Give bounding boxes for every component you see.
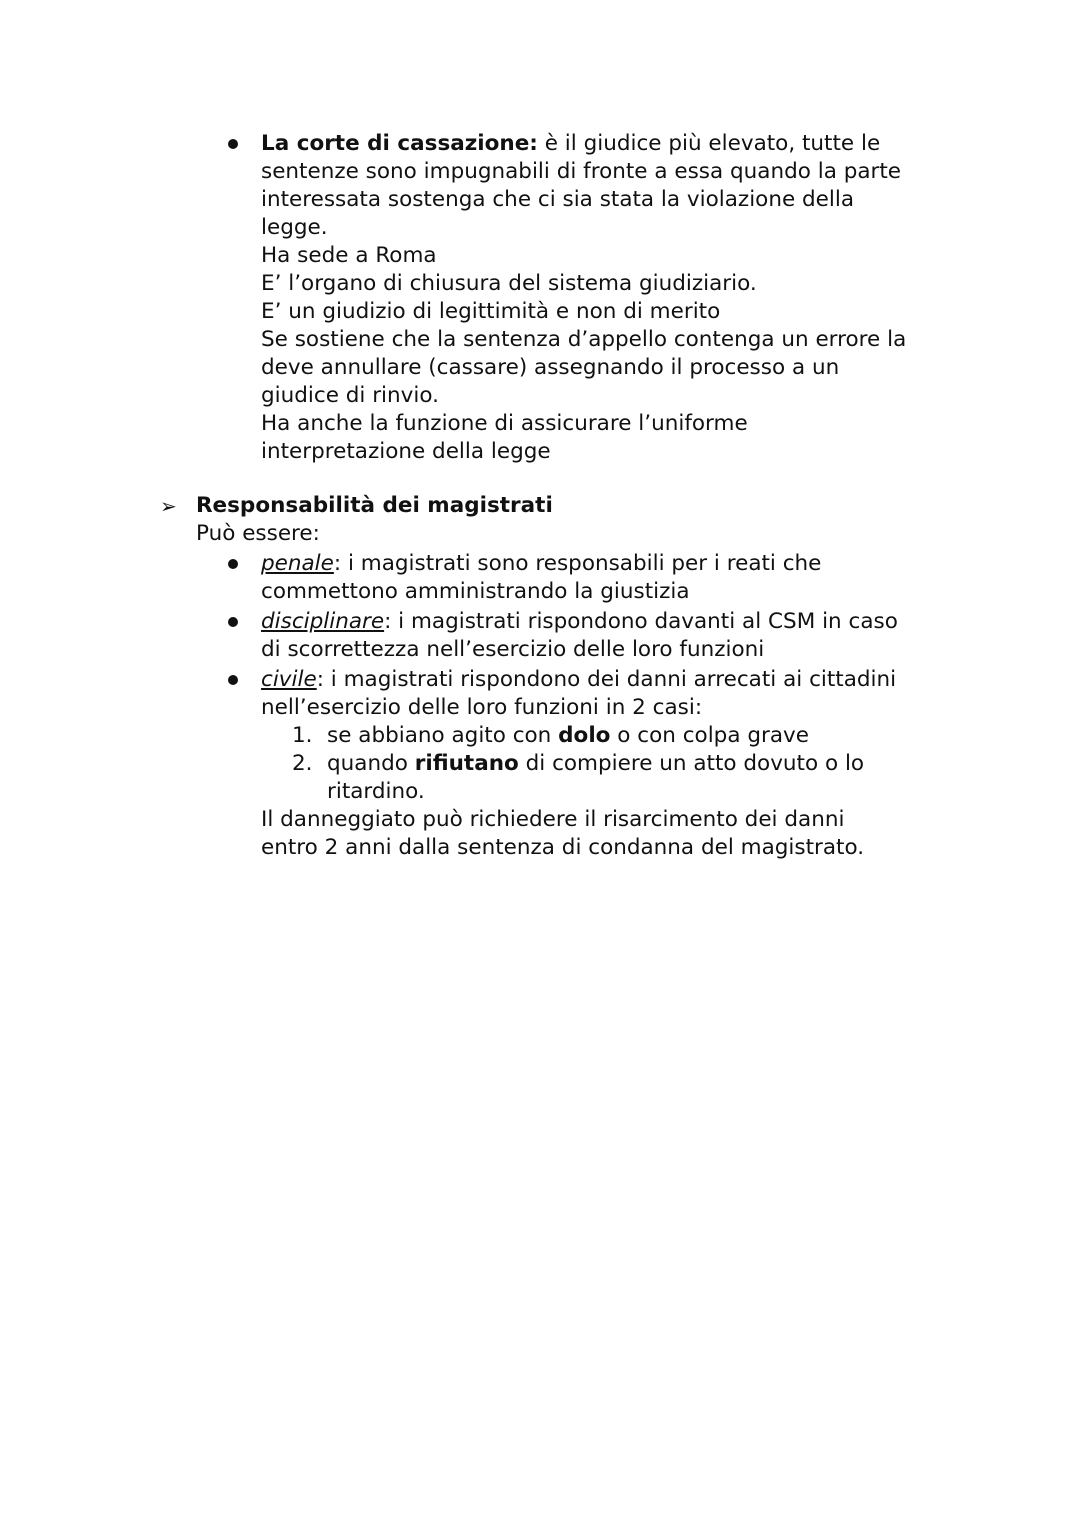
arrow-bullet-icon: ➢ (160, 494, 177, 518)
cassazione-line-9: deve annullare (cassare) assegnando il processo a un (261, 355, 840, 380)
cassazione-line-5: Ha sede a Roma (261, 243, 437, 268)
penale-line-2: commettono amministrando la giustizia (261, 579, 690, 604)
civile-term: civile (261, 667, 317, 692)
responsabilita-intro: Può essere: (196, 521, 320, 546)
penale-term: penale (261, 551, 334, 576)
civile-line-2: nell’esercizio delle loro funzioni in 2 casi: (261, 695, 703, 720)
cassazione-line-10: giudice di rinvio. (261, 383, 439, 408)
case-number: 1. (292, 723, 313, 748)
cassazione-title: La corte di cassazione: (261, 131, 538, 156)
cassazione-line-6: E’ l’organo di chiusura del sistema giudiziario. (261, 271, 757, 296)
cassazione-line-7: E’ un giudizio di legittimità e non di merito (261, 299, 721, 324)
cassazione-line-12: interpretazione della legge (261, 439, 551, 464)
case-2-continuation: ritardino. (327, 779, 425, 804)
cassazione-line-11: Ha anche la funzione di assicurare l’uniforme (261, 411, 748, 436)
case-number: 2. (292, 751, 313, 776)
closing-line-2: entro 2 anni dalla sentenza di condanna del magistrato. (261, 835, 865, 860)
case-1-text: se abbiano agito con dolo o con colpa grave (327, 723, 809, 748)
cassazione-line-2: sentenze sono impugnabili di fronte a essa quando la parte (261, 159, 902, 184)
bullet-icon (228, 139, 238, 149)
responsabilita-heading: Responsabilità dei magistrati (196, 493, 553, 518)
disciplinare-line-2: di scorrettezza nell’esercizio delle loro funzioni (261, 637, 765, 662)
bullet-icon (228, 559, 238, 569)
disciplinare-term: disciplinare (261, 609, 385, 634)
cassazione-line-1: La corte di cassazione: è il giudice più elevato, tutte le (261, 131, 881, 156)
bullet-icon (228, 617, 238, 627)
penale-line-1: penale: i magistrati sono responsabili per i reati che (261, 551, 822, 576)
disciplinare-line-1: disciplinare: i magistrati rispondono davanti al CSM in caso (261, 609, 898, 634)
closing-line-1: Il danneggiato può richiedere il risarcimento dei danni (261, 807, 845, 832)
cassazione-line-4: legge. (261, 215, 328, 240)
case-2-text: quando rifiutano di compiere un atto dovuto o lo (327, 751, 865, 776)
civile-line-1: civile: i magistrati rispondono dei danni arrecati ai cittadini (261, 667, 897, 692)
cassazione-line-8: Se sostiene che la sentenza d’appello contenga un errore la (261, 327, 907, 352)
bullet-icon (228, 675, 238, 685)
cassazione-line-3: interessata sostenga che ci sia stata la violazione della (261, 187, 855, 212)
